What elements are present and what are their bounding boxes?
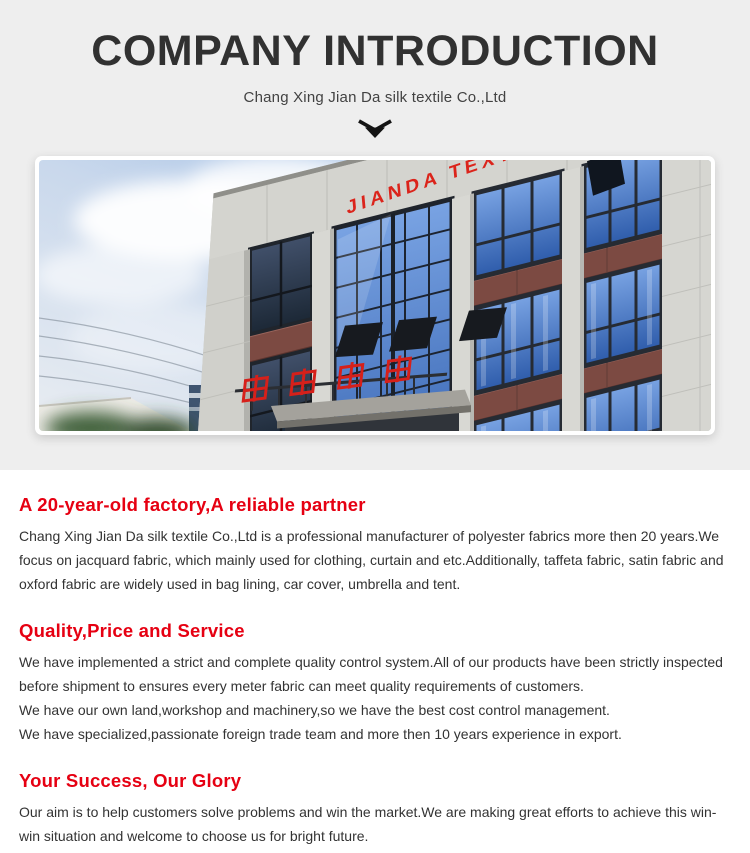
section-paragraph: Our aim is to help customers solve problems and win the market.We are making great efforts to achieve this win-win situation and welcome to choose us for bright future.: [19, 804, 717, 844]
section-success: [19, 771, 731, 848]
section-factory: [19, 495, 731, 596]
section-heading-success: Your Success, Our Glory: [19, 770, 242, 791]
factory-building: [198, 160, 711, 431]
introduction-text-content: [0, 495, 750, 848]
section-paragraph: We have implemented a strict and complete quality control system.All of our products have been strictly inspected before shipment to ensures every meter fabric can meet quality requirements of customers.: [19, 654, 723, 694]
section-paragraph: We have specialized,passionate foreign trade team and more then 10 years experience in export.: [19, 726, 622, 742]
page-title: COMPANY INTRODUCTION: [91, 27, 659, 75]
section-paragraph: Chang Xing Jian Da silk textile Co.,Ltd is a professional manufacturer of polyester fabrics more then 20 years.We focus on jacquard fabric, which mainly used for clothing, curtain and etc.Additionally, taffeta fabric, satin fabric and oxford fabric are widely used in bag lining, car cover, umbrella and tent.: [19, 528, 724, 592]
company-subtitle: Chang Xing Jian Da silk textile Co.,Ltd: [243, 89, 507, 106]
section-heading-quality: Quality,Price and Service: [19, 620, 245, 641]
factory-photo-frame: [35, 156, 715, 435]
factory-photo-image: [39, 160, 711, 431]
section-heading-factory: A 20-year-old factory,A reliable partner: [19, 494, 366, 515]
double-chevron-down-icon: [0, 118, 750, 140]
section-paragraph: We have our own land,workshop and machinery,so we have the best cost control management.: [19, 702, 610, 718]
section-quality: [19, 621, 731, 746]
